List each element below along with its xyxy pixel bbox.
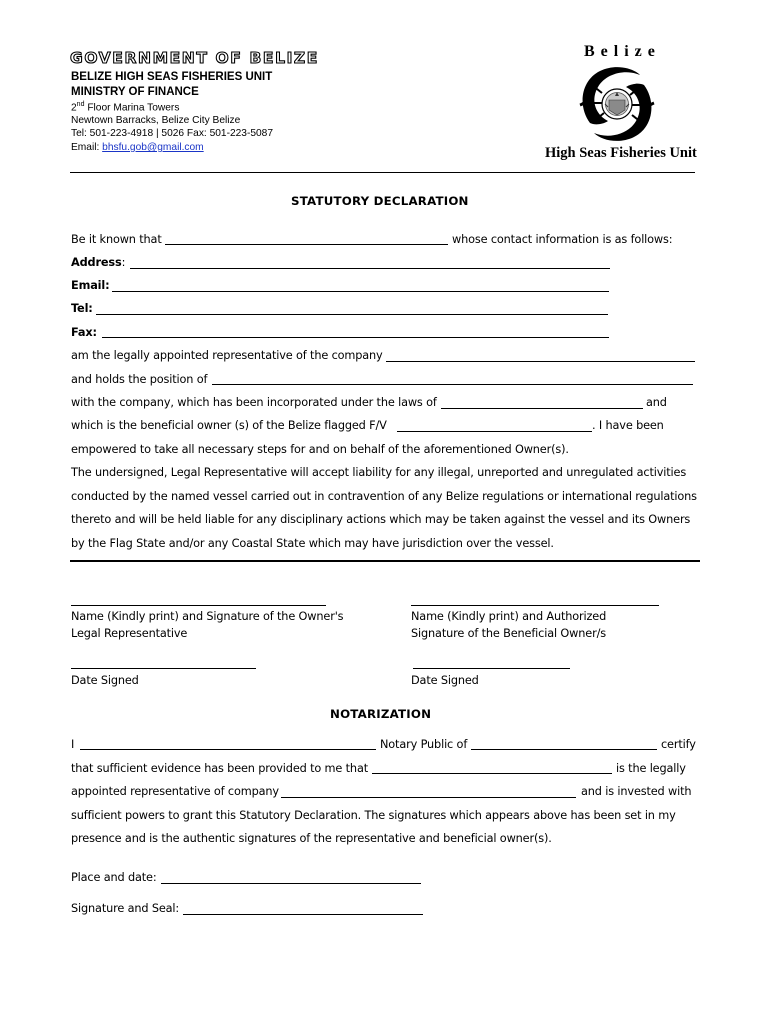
contact-email: Email: bhsfu.gob@gmail.com <box>71 142 204 153</box>
left-date-field[interactable] <box>71 668 256 669</box>
appointed-label: appointed representative of company <box>71 785 279 798</box>
right-date-label: Date Signed <box>411 674 479 687</box>
right-signature-caption-2: Signature of the Beneficial Owner/s <box>411 627 606 640</box>
address-label: Address: <box>71 256 126 269</box>
tel-label: Tel: <box>71 302 93 315</box>
notarization-title: NOTARIZATION <box>330 707 432 721</box>
unit-name: BELIZE HIGH SEAS FISHERIES UNIT <box>71 71 273 83</box>
notary-name-field[interactable] <box>80 749 376 750</box>
notary-i-label: I <box>71 738 75 751</box>
empowered-text: empowered to take all necessary steps for and on behalf of the aforementioned Owner(s). <box>71 443 569 456</box>
email-field[interactable] <box>112 291 609 292</box>
presence-text: presence and is the authentic signatures of the representative and beneficial owner(s). <box>71 832 552 845</box>
beneficial-owner-label: which is the beneficial owner (s) of the Belize flagged F/V <box>71 419 387 432</box>
position-field[interactable] <box>212 384 693 385</box>
fax-label: Fax: <box>71 326 97 339</box>
incorporation-country-field[interactable] <box>441 408 643 409</box>
place-date-field[interactable] <box>161 883 421 884</box>
address-street: Newtown Barracks, Belize City Belize <box>71 115 241 126</box>
right-date-field[interactable] <box>413 668 570 669</box>
invested-label: and is invested with <box>581 785 692 798</box>
left-signature-caption-2: Legal Representative <box>71 627 188 640</box>
beneficial-owner-signature-field[interactable] <box>411 605 659 606</box>
left-signature-caption-1: Name (Kindly print) and Signature of the Owner's <box>71 610 344 623</box>
notary-jurisdiction-field[interactable] <box>471 749 657 750</box>
fisheries-logo-icon <box>574 63 660 147</box>
representative-name-field[interactable] <box>372 773 612 774</box>
email-link[interactable]: bhsfu.gob@gmail.com <box>102 142 204 153</box>
liability-para-line-1: The undersigned, Legal Representative will accept liability for any illegal, unreported and unregulated activities <box>71 466 687 479</box>
right-signature-caption-1: Name (Kindly print) and Authorized <box>411 610 607 623</box>
declaration-title: STATUTORY DECLARATION <box>291 194 469 208</box>
header-divider <box>70 172 695 173</box>
representative-label: am the legally appointed representative of the company <box>71 349 383 362</box>
liability-para-line-4: by the Flag State and/or any Coastal State which may have jurisdiction over the vessel. <box>71 537 554 550</box>
address-floor: 2nd Floor Marina Towers <box>71 101 180 114</box>
place-date-label: Place and date: <box>71 871 157 884</box>
i-have-been-label: . I have been <box>592 419 664 432</box>
email-label: Email: <box>71 279 110 292</box>
left-date-label: Date Signed <box>71 674 139 687</box>
ministry-name: MINISTRY OF FINANCE <box>71 86 199 98</box>
liability-para-line-2: conducted by the named vessel carried out in contravention of any Belize regulations or international regulations <box>71 490 697 503</box>
notary-company-field[interactable] <box>281 797 576 798</box>
tel-field[interactable] <box>96 314 608 315</box>
position-label: and holds the position of <box>71 373 208 386</box>
company-name-field[interactable] <box>386 361 695 362</box>
logo-caption: High Seas Fisheries Unit <box>545 145 697 161</box>
contact-tel-fax: Tel: 501-223-4918 | 5026 Fax: 501-223-5087 <box>71 128 274 139</box>
fax-field[interactable] <box>102 337 609 338</box>
liability-para-line-3: thereto and will be held liable for any disciplinary actions which may be taken against the vessel and its Owners <box>71 513 691 526</box>
vessel-name-field[interactable] <box>397 431 592 432</box>
be-it-known-label: Be it known that <box>71 233 162 246</box>
signature-seal-field[interactable] <box>183 914 423 915</box>
signature-seal-label: Signature and Seal: <box>71 902 180 915</box>
certify-label: certify <box>661 738 696 751</box>
incorporated-label: with the company, which has been incorporated under the laws of <box>71 396 437 409</box>
notary-public-label: Notary Public of <box>380 738 468 751</box>
whose-contact-label: whose contact information is as follows: <box>452 233 673 246</box>
declarant-name-field[interactable] <box>165 244 448 245</box>
owner-representative-signature-field[interactable] <box>71 605 326 606</box>
sufficient-evidence-label: that sufficient evidence has been provided to me that <box>71 762 368 775</box>
section-divider <box>70 560 700 562</box>
powers-text: sufficient powers to grant this Statutory Declaration. The signatures which appears above has been set in my <box>71 809 676 822</box>
and-label: and <box>646 396 667 409</box>
logo-title: Belize <box>584 43 661 60</box>
address-field[interactable] <box>130 268 610 269</box>
is-legally-label: is the legally <box>616 762 686 775</box>
government-title: GOVERNMENT OF BELIZE <box>70 49 319 67</box>
